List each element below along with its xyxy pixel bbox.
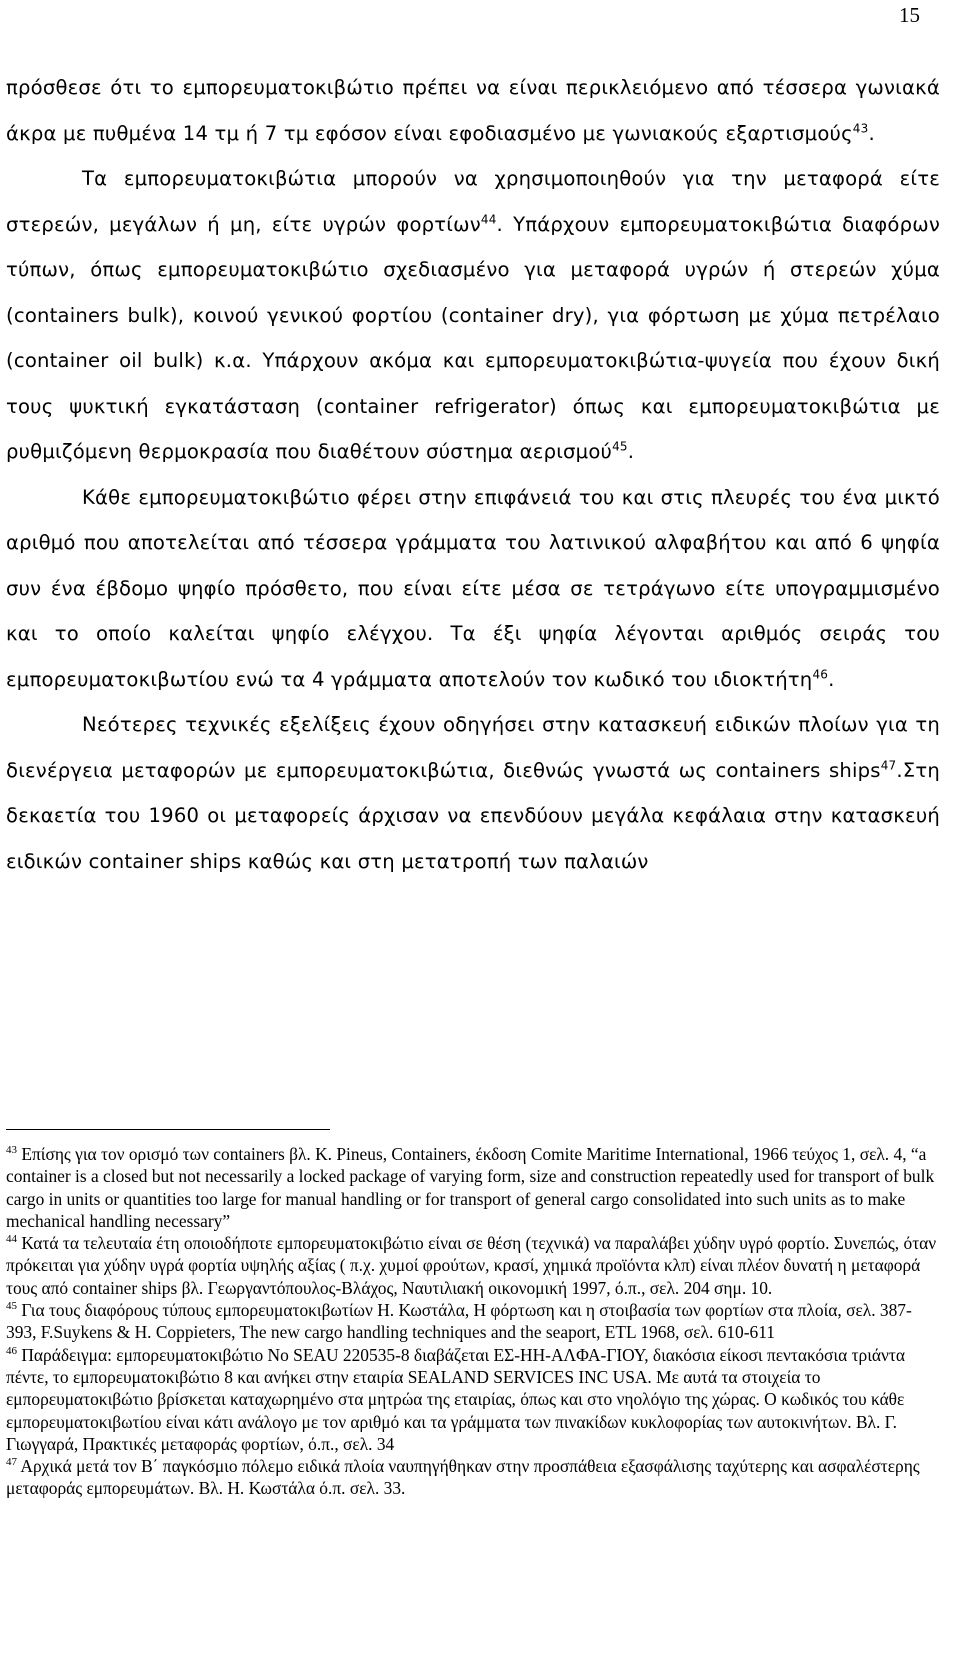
paragraph-text: πρόσθεσε ότι το εμπορευματοκιβώτιο πρέπει να είναι περικλειόμενο από τέσσερα γωνιακά άκρα με πυθμένα 14 τμ ή 7 τμ εφόσον είναι εφοδιασμένο με γωνιακούς εξαρτισμούς (6, 76, 940, 145)
paragraph-text: . (828, 667, 835, 691)
paragraph-text: .Στη δεκαετία του 1960 οι μεταφορείς άρχισαν να επενδύουν μεγάλα κεφάλαια στην κατασκευή ειδικών container ships καθώς και στη μετατροπή των παλαιών (6, 758, 940, 873)
paragraph-text: . Υπάρχουν εμπορευματοκιβώτια διαφόρων τύπων, όπως εμπορευματοκιβώτιο σχεδιασμένο για μεταφορά υγρών ή στερεών χύμα (containers bulk), κοινού γενικού φορτίου (container dry), για φόρτωση με χύμα πετρέλαιο (container oil bulk) κ.α. Υπάρχουν ακόμα και εμπορευματοκιβώτια-ψυγεία που έχουν δική τους ψυκτική εγκατάσταση (container refrigerator) όπως και εμπορευματοκιβώτια με ρυθμιζόμενη θερμοκρασία που διαθέτουν σύστημα αερισμού (6, 212, 940, 463)
footnote-number: 43 (6, 1144, 17, 1157)
footnote-47 (6, 1455, 940, 1500)
footnote-number: 46 (6, 1344, 17, 1357)
footnote-ref-47[interactable]: 47 (880, 757, 897, 772)
paragraph-container-definition (6, 65, 940, 156)
footnote-ref-44[interactable]: 44 (480, 211, 497, 226)
footnote-45 (6, 1299, 940, 1344)
paragraph-text: Τα εμπορευματοκιβώτια μπορούν να χρησιμοποιηθούν για την μεταφορά είτε στερεών, μεγάλων ή μη, είτε υγρών φορτίων (6, 167, 940, 236)
footnote-46 (6, 1344, 940, 1455)
footnote-44 (6, 1232, 940, 1299)
footnote-text: Κατά τα τελευταία έτη οποιοδήποτε εμπορευματοκιβώτιο είναι σε θέση (τεχνικά) να παραλάβει χύδην υγρό φορτίο. Συνεπώς, όταν πρόκειται για χύδην υγρά φορτία υψηλής αξίας ( π.χ. χυμοί φρούτων, κρασί, χημικά προϊόντα κλπ) είναι πλέον δυνατή η μεταφορά τους από container ships βλ. Γεωργαντόπουλος-Βλάχος, Ναυτιλιακή οικονομική 1997, ό.π., σελ. 204 σημ. 10. (6, 1233, 937, 1298)
footnote-number: 47 (6, 1456, 17, 1469)
page-number: 15 (899, 3, 920, 27)
footnote-ref-43[interactable]: 43 (852, 120, 869, 135)
footnote-text: Αρχικά μετά τον Β΄ παγκόσμιο πόλεμο ειδικά πλοία ναυπηγήθηκαν στην προσπάθεια εξασφάλισης ταχύτερης και ασφαλέστερης μεταφοράς εμπορευμάτων. Βλ. Η. Κωστάλα ό.π. σελ. 33. (6, 1456, 920, 1499)
footnote-number: 45 (6, 1300, 17, 1313)
footnote-separator (6, 1129, 330, 1130)
paragraph-text: . (868, 121, 875, 145)
footnote-text: Επίσης για τον ορισμό των containers βλ. K. Pineus, Containers, έκδοση Comite Maritime International, 1966 τεύχος 1, σελ. 4, “a container is a closed but not necessarily a locked package of varying form, size and construction repeatedly used for transport of bulk cargo in units or quantities too large for manual handling or for transport of general cargo consolidated into such units as to make mechanical handling necessary” (6, 1144, 935, 1231)
paragraph-container-types (6, 156, 940, 475)
footnote-text: Παράδειγμα: εμπορευματοκιβώτιο No SEAU 220535-8 διαβάζεται ΕΣ-ΗΗ-ΑΛΦΑ-ΓΙΟΥ, διακόσια είκοσι πεντακόσια τριάντα πέντε, το εμπορευματοκιβώτιο 8 και ανήκει στην εταιρία SEALAND SERVICES INC USA. Με αυτά τα στοιχεία το εμπορευματοκιβώτιο βρίσκεται καταχωρημένο στα μητρώα της εταιρίας, όπως και στο νηολόγιο της χώρας. Ο κωδικός του κάθε εμπορευματοκιβωτίου είναι κάτι ανάλογο με τον αριθμό και τα γράμματα των πινακίδων κυκλοφορίας των αυτοκινήτων. Βλ. Γ. Γιωγγαρά, Πρακτικές μεταφοράς φορτίων, ό.π., σελ. 34 (6, 1344, 905, 1454)
footnotes-section (6, 1143, 940, 1500)
footnote-number: 44 (6, 1233, 17, 1246)
paragraph-text: Νεότερες τεχνικές εξελίξεις έχουν οδηγήσει στην κατασκευή ειδικών πλοίων για τη διενέργεια μεταφορών με εμπορευματοκιβώτια, διεθνώς γνωστά ως containers ships (6, 713, 940, 782)
footnote-ref-45[interactable]: 45 (612, 439, 628, 454)
footnote-43 (6, 1143, 940, 1232)
footnote-text: Για τους διαφόρους τύπους εμπορευματοκιβωτίων Η. Κωστάλα, Η φόρτωση και η στοιβασία των φορτίων στα πλοία, σελ. 387-393, F.Suykens & H. Coppieters, The new cargo handling techniques and the seaport, ETL 1968, σελ. 610-611 (6, 1300, 912, 1343)
paragraph-text: Κάθε εμπορευματοκιβώτιο φέρει στην επιφάνειά του και στις πλευρές του ένα μικτό αριθμό που αποτελείται από τέσσερα γράμματα του λατινικού αλφαβήτου και από 6 ψηφία συν ένα έβδομο ψηφίο πρόσθετο, που είναι είτε μέσα σε τετράγωνο είτε υπογραμμισμένο και το οποίο καλείται ψηφίο ελέγχου. Τα έξι ψηφία λέγονται αριθμός σειράς του εμπορευματοκιβωτίου ενώ τα 4 γράμματα αποτελούν τον κωδικό του ιδιοκτήτη (6, 485, 940, 691)
paragraph-container-numbering (6, 475, 940, 703)
footnote-ref-46[interactable]: 46 (812, 666, 829, 681)
body-text (6, 65, 940, 884)
paragraph-container-ships (6, 702, 940, 884)
paragraph-text: . (627, 440, 635, 463)
